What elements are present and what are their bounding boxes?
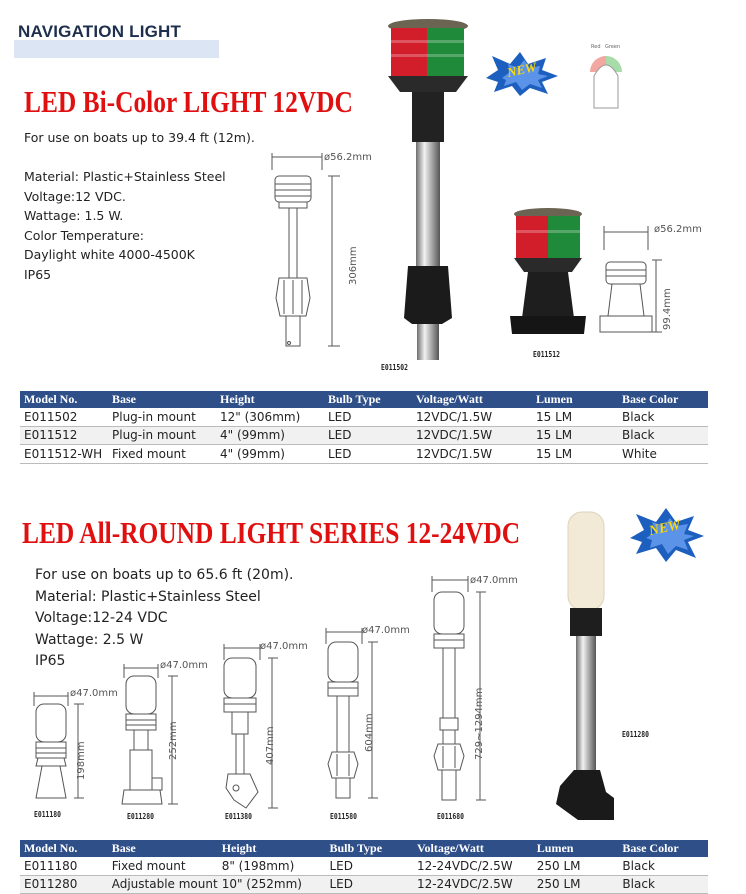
table-header-cell: Model No. [20,840,108,857]
table-cell: Fixed mount [108,857,218,875]
bicolor-tall-product-photo [384,18,474,363]
table-cell: E011180 [20,857,108,875]
table-cell: Black [618,426,708,445]
boat-light-sector-diagram [586,44,626,114]
table-cell: 12-24VDC/2.5W [413,875,533,894]
table-cell: E011512 [20,426,108,445]
spec-line: Voltage:12 VDC. [24,188,126,204]
section2-spec-table [20,840,708,894]
e011180-model-code: E011180 [34,810,61,819]
table-header-cell: Lumen [532,391,618,408]
spec-line: Color Temperature: [24,227,145,243]
table-cell: LED [325,857,412,875]
table-cell: Fixed mount [108,445,216,464]
table-cell: Black [618,875,708,894]
table-cell: 4" (99mm) [216,445,324,464]
allround-e011180-drawing [28,690,98,810]
table-cell: E011512-WH [20,445,108,464]
sector-label-green: Green [605,44,621,50]
spec-line: Material: Plastic+Stainless Steel [35,588,261,605]
table-header-cell: Model No. [20,391,108,408]
bicolor-short-model-code: E011512 [533,350,560,359]
table-header-cell: Voltage/Watt [413,840,533,857]
table-cell: 15 LM [532,426,618,445]
section2-title: LED All-ROUND LIGHT SERIES 12-24VDC [22,515,521,550]
table-cell: Plug-in mount [108,426,216,445]
table-cell: Plug-in mount [108,408,216,426]
table-header-cell: Bulb Type [324,391,412,408]
table-cell: 12VDC/1.5W [412,426,532,445]
table-header-row [20,391,708,408]
table-row [20,445,708,464]
allround-photo-model-code: E011280 [622,730,649,739]
table-cell: 12VDC/1.5W [412,408,532,426]
table-cell: 15 LM [532,445,618,464]
table-header-cell: Lumen [533,840,619,857]
section1-intro: For use on boats up to 39.4 ft (12m). [24,130,255,145]
bicolor-tall-height-label: 306mm [348,246,359,285]
e011380-model-code: E011380 [225,812,252,821]
table-cell: LED [324,408,412,426]
table-cell: 8" (198mm) [218,857,326,875]
section1-title: LED Bi-Color LIGHT 12VDC [24,84,353,119]
table-cell: Black [618,408,708,426]
spec-line: Daylight white 4000-4500K [24,247,195,263]
e011580-height-label: 604mm [364,713,375,752]
table-cell: 12-24VDC/2.5W [413,857,533,875]
table-row [20,875,708,894]
e011380-height-label: 407mm [265,726,276,765]
table-header-cell: Bulb Type [325,840,412,857]
bicolor-tall-model-code: E011502 [381,363,408,372]
table-cell: LED [324,426,412,445]
e011180-diameter-label: ø47.0mm [70,688,118,699]
header-underline-bar [14,40,219,58]
allround-e011680-drawing [426,574,496,808]
sector-label-red: Red [591,44,601,50]
e011180-height-label: 198mm [76,741,87,780]
table-row [20,426,708,445]
table-cell: 15 LM [532,408,618,426]
spec-line: Voltage:12-24 VDC [35,610,168,626]
section1-spec-table [20,391,708,464]
table-cell: LED [324,445,412,464]
table-cell: 12VDC/1.5W [412,445,532,464]
allround-e011580-drawing [320,628,386,808]
table-cell: 250 LM [533,857,619,875]
page-header-title: NAVIGATION LIGHT [18,22,182,41]
table-header-cell: Height [216,391,324,408]
spec-line: IP65 [35,653,66,669]
bicolor-short-dimension-drawing [598,220,668,345]
e011680-model-code: E011680 [437,812,464,821]
e011680-height-label: 729~1294mm [474,687,485,760]
table-cell: Adjustable mount [108,875,218,894]
new-badge-label: NEW [505,59,538,80]
spec-line: Wattage: 2.5 W [35,631,144,648]
table-header-cell: Base Color [618,840,708,857]
table-cell: 12" (306mm) [216,408,324,426]
table-header-cell: Base [108,840,218,857]
table-row [20,857,708,875]
spec-line: Material: Plastic+Stainless Steel [24,169,226,184]
table-cell: White [618,445,708,464]
spec-line: For use on boats up to 65.6 ft (20m). [35,567,294,583]
new-badge-label: NEW [647,517,683,540]
table-header-row [20,840,708,857]
bicolor-tall-diameter-label: ø56.2mm [324,152,372,163]
table-row [20,408,708,426]
e011280-model-code: E011280 [127,812,154,821]
spec-line: Wattage: 1.5 W. [24,208,124,224]
bicolor-short-height-label: 99.4mm [662,288,673,330]
table-cell: 250 LM [533,875,619,894]
table-header-cell: Voltage/Watt [412,391,532,408]
bicolor-short-diameter-label: ø56.2mm [654,224,702,235]
table-header-cell: Base [108,391,216,408]
table-cell: 4" (99mm) [216,426,324,445]
spec-line: IP65 [24,266,52,282]
table-cell: E011280 [20,875,108,894]
table-cell: Black [618,857,708,875]
table-header-cell: Height [218,840,326,857]
table-header-cell: Base Color [618,391,708,408]
table-cell: 10" (252mm) [218,875,326,894]
e011280-diameter-label: ø47.0mm [160,660,208,671]
section1-specs [24,167,226,285]
e011580-model-code: E011580 [330,812,357,821]
e011280-height-label: 252mm [168,721,179,760]
e011580-diameter-label: ø47.0mm [362,625,410,636]
e011380-diameter-label: ø47.0mm [260,641,308,652]
e011680-diameter-label: ø47.0mm [470,575,518,586]
bicolor-short-product-photo [508,206,588,346]
table-cell: LED [325,875,412,894]
table-cell: E011502 [20,408,108,426]
